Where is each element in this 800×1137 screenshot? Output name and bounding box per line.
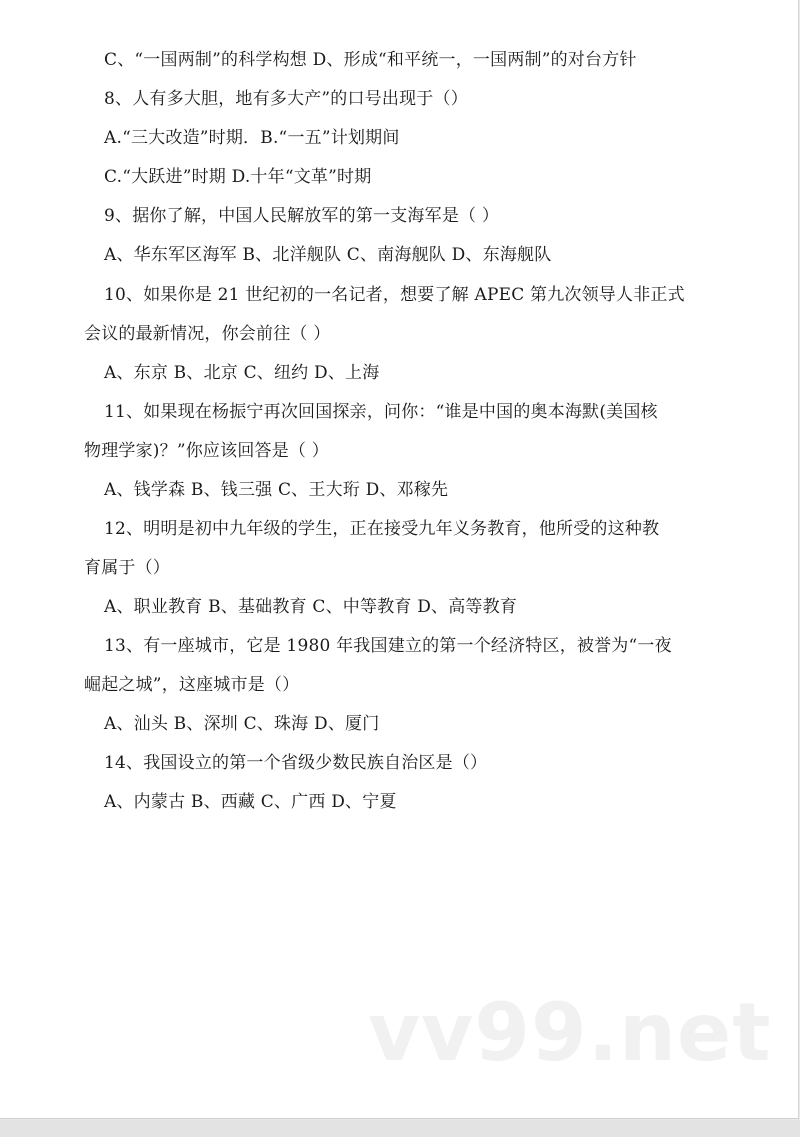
question-10-continued: 会议的最新情况，你会前往（ ） <box>84 324 331 344</box>
question-11: 11、如果现在杨振宁再次回国探亲，问你：“谁是中国的奥本海默(美国核 <box>104 402 658 422</box>
question-13: 13、有一座城市，它是 1980 年我国建立的第一个经济特区，被誉为“一夜 <box>104 636 672 656</box>
options-line: A、职业教育 B、基础教育 C、中等教育 D、高等教育 <box>104 597 518 617</box>
options-line: A、内蒙古 B、西藏 C、广西 D、宁夏 <box>104 792 397 812</box>
options-line: A、东京 B、北京 C、纽约 D、上海 <box>104 363 380 383</box>
question-13-continued: 崛起之城”，这座城市是（） <box>84 675 300 695</box>
question-9: 9、据你了解，中国人民解放军的第一支海军是（ ） <box>104 206 500 226</box>
question-12-continued: 育属于（） <box>84 558 170 578</box>
page-gutter <box>0 1120 800 1137</box>
watermark: vv99.net <box>368 986 772 1079</box>
question-10: 10、如果你是 21 世纪初的一名记者，想要了解 APEC 第九次领导人非正式 <box>104 285 685 305</box>
options-line: A、华东军区海军 B、北洋舰队 C、南海舰队 D、东海舰队 <box>104 245 552 265</box>
options-line: C.“大跃进”时期 D.十年“文革”时期 <box>104 167 372 187</box>
question-8: 8、人有多大胆，地有多大产”的口号出现于（） <box>104 89 468 109</box>
question-12: 12、明明是初中九年级的学生，正在接受九年义务教育，他所受的这种教 <box>104 519 660 539</box>
options-line: A、汕头 B、深圳 C、珠海 D、厦门 <box>104 714 380 734</box>
question-14: 14、我国设立的第一个省级少数民族自治区是（） <box>104 753 488 773</box>
text-line: C、“一国两制”的科学构想 D、形成“和平统一，一国两制”的对台方针 <box>104 50 637 70</box>
options-line: A.“三大改造”时期．B.“一五”计划期间 <box>104 128 400 148</box>
question-11-continued: 物理学家)？”你应该回答是（ ） <box>84 441 329 461</box>
options-line: A、钱学森 B、钱三强 C、王大珩 D、邓稼先 <box>104 480 449 500</box>
